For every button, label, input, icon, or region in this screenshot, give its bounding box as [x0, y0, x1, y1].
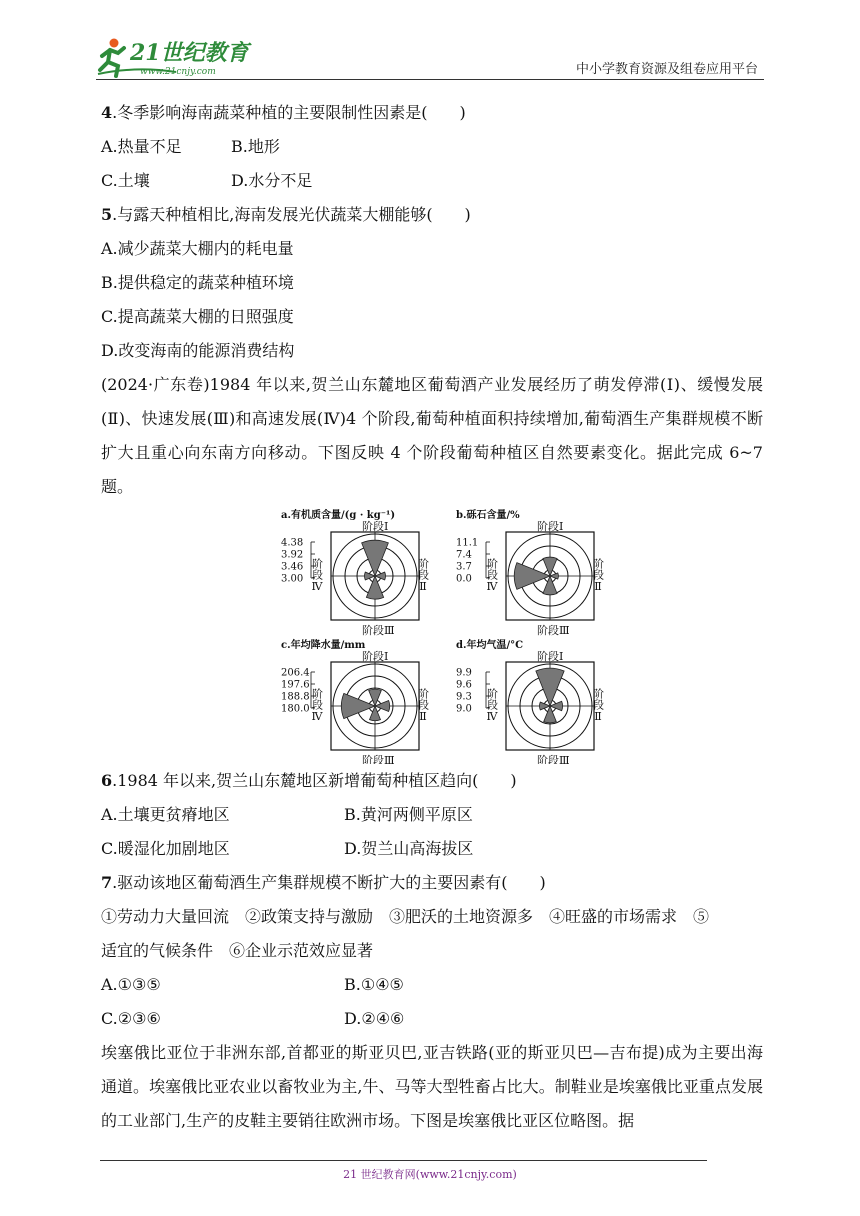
- scale-tick-label: 4.38: [281, 537, 304, 549]
- rose-petal: [369, 689, 382, 706]
- q7-option-d: D.②④⑥: [344, 1009, 405, 1028]
- question-7-stem: 7.驱动该地区葡萄酒生产集群规模不断扩大的主要因素有( ): [101, 873, 546, 892]
- scale-tick-label: 9.9: [456, 667, 472, 679]
- scale-tick-label: 7.4: [456, 549, 472, 561]
- q4-option-d: D.水分不足: [231, 171, 313, 190]
- stage-label-1: 阶段Ⅰ: [537, 520, 564, 533]
- scale-tick-label: 197.6: [281, 679, 310, 691]
- stage-label-2: 阶段Ⅱ: [416, 558, 430, 593]
- scale-tick-label: 3.46: [281, 561, 304, 573]
- stage-label-4: 阶段Ⅳ: [310, 558, 324, 593]
- stage-label-2: 阶段Ⅱ: [591, 688, 605, 723]
- stage-label-3: 阶段Ⅲ: [362, 624, 395, 637]
- q5-option-c: C.提高蔬菜大棚的日照强度: [101, 307, 294, 326]
- rose-petal: [536, 668, 564, 706]
- q7-factors-line1: ①劳动力大量回流 ②政策支持与激励 ③肥沃的土地资源多 ④旺盛的市场需求 ⑤: [101, 907, 710, 926]
- scale-tick-label: 9.0: [456, 703, 472, 715]
- material-paragraph-ethiopia: 埃塞俄比亚位于非洲东部,首都亚的斯亚贝巴,亚吉铁路(亚的斯亚贝巴—吉布提)成为主要出海通道。埃塞俄比亚农业以畜牧业为主,牛、马等大型牲畜占比大。制鞋业是埃塞俄比亚重点发展的工业部门,生产的皮鞋主要销往欧洲市场。下图是埃塞俄比亚区位略图。据: [101, 1043, 763, 1130]
- footer-text: 21 世纪教育网(www.21cnjy.com): [343, 1168, 517, 1181]
- q7-option-c: C.②③⑥: [101, 1009, 161, 1028]
- scale-tick-label: 9.6: [456, 679, 472, 691]
- q4-option-a: A.热量不足: [101, 137, 182, 156]
- q4-option-c: C.土壤: [101, 171, 150, 190]
- question-4-options-row1: [101, 130, 763, 164]
- q6-option-a: A.土壤更贫瘠地区: [101, 805, 230, 824]
- panel-title: c.年均降水量/mm: [281, 640, 366, 651]
- stage-label-2: 阶段Ⅱ: [416, 688, 430, 723]
- rose-petal: [366, 576, 383, 599]
- scale-tick-label: 206.4: [281, 667, 310, 679]
- question-7-options-row1: [101, 968, 763, 1002]
- scale-tick-label: 9.3: [456, 691, 472, 703]
- stage-label-3: 阶段Ⅲ: [537, 754, 570, 764]
- scale-tick-label: 180.0: [281, 703, 310, 715]
- scale-tick-label: 3.92: [281, 549, 304, 561]
- question-6-stem: 6.1984 年以来,贺兰山东麓地区新增葡萄种植区趋向( ): [101, 771, 517, 790]
- question-4-stem: 4.冬季影响海南蔬菜种植的主要限制性因素是( ): [101, 103, 466, 122]
- stage-label-4: 阶段Ⅳ: [485, 688, 499, 723]
- rose-petal: [341, 693, 375, 718]
- scale-tick-label: 11.1: [456, 537, 479, 549]
- material-paragraph-wine: (2024·广东卷)1984 年以来,贺兰山东麓地区葡萄酒产业发展经历了萌发停滞(Ⅰ)、缓慢发展(Ⅱ)、快速发展(Ⅲ)和高速发展(Ⅳ)4 个阶段,葡萄种植面积持续增加,葡萄酒生产集群规模不断扩大且重心向东南方向移动。下图反映 4 个阶段葡萄种植区自然要素变化。据此完成 6~7 题。: [101, 375, 763, 496]
- header-platform-text: 中小学教育资源及组卷应用平台: [575, 62, 758, 77]
- panel-title: a.有机质含量/(g · kg⁻¹): [281, 510, 396, 521]
- question-6-options-row1: [101, 798, 763, 832]
- rose-petal: [375, 700, 390, 711]
- question-5-stem: 5.与露天种植相比,海南发展光伏蔬菜大棚能够( ): [101, 205, 471, 224]
- panel-title: d.年均气温/°C: [456, 640, 524, 651]
- document-body: [101, 96, 763, 1138]
- scale-tick-label: 0.0: [456, 573, 472, 585]
- q7-option-b: B.①④⑤: [344, 975, 404, 994]
- rose-petal: [514, 563, 550, 590]
- rose-diagram-figure: [101, 504, 763, 764]
- stage-label-3: 阶段Ⅲ: [537, 624, 570, 637]
- logo-url: www.21cnjy.com: [140, 67, 216, 77]
- panel-title: b.砾石含量/%: [456, 510, 520, 521]
- stage-label-4: 阶段Ⅳ: [485, 558, 499, 593]
- runner-logo-icon: [96, 36, 266, 80]
- logo-text: 21世纪教育: [130, 40, 249, 66]
- rose-petal: [362, 540, 389, 576]
- q5-option-d: D.改变海南的能源消费结构: [101, 341, 295, 360]
- stage-label-3: 阶段Ⅲ: [362, 754, 395, 764]
- scale-tick-label: 3.00: [281, 573, 304, 585]
- rose-petal: [544, 706, 557, 723]
- footer-divider: [100, 1160, 707, 1161]
- q7-factors-line2: 适宜的气候条件 ⑥企业示范效应显著: [101, 941, 374, 960]
- scale-tick-label: 188.8: [281, 691, 310, 703]
- q4-option-b: B.地形: [231, 137, 280, 156]
- stage-label-1: 阶段Ⅰ: [362, 650, 389, 663]
- rose-diagrams-svg: [101, 504, 763, 764]
- q5-option-b: B.提供稳定的蔬菜种植环境: [101, 273, 294, 292]
- question-6-options-row2: [101, 832, 763, 866]
- stage-label-2: 阶段Ⅱ: [591, 558, 605, 593]
- rose-petal: [369, 706, 380, 721]
- question-4-options-row2: [101, 164, 763, 198]
- q5-option-a: A.减少蔬菜大棚内的耗电量: [101, 239, 294, 258]
- stage-label-4: 阶段Ⅳ: [310, 688, 324, 723]
- question-7-options-row2: [101, 1002, 763, 1036]
- stage-label-1: 阶段Ⅰ: [362, 520, 389, 533]
- stage-label-1: 阶段Ⅰ: [537, 650, 564, 663]
- q6-option-b: B.黄河两侧平原区: [344, 805, 473, 824]
- q6-option-c: C.暖湿化加剧地区: [101, 839, 230, 858]
- header-divider: [96, 79, 764, 80]
- scale-tick-label: 3.7: [456, 561, 472, 573]
- rose-petal: [550, 701, 563, 710]
- site-logo: [96, 36, 266, 80]
- q7-option-a: A.①③⑤: [101, 975, 161, 994]
- q6-option-d: D.贺兰山高海拔区: [344, 839, 474, 858]
- page-header: [96, 36, 764, 80]
